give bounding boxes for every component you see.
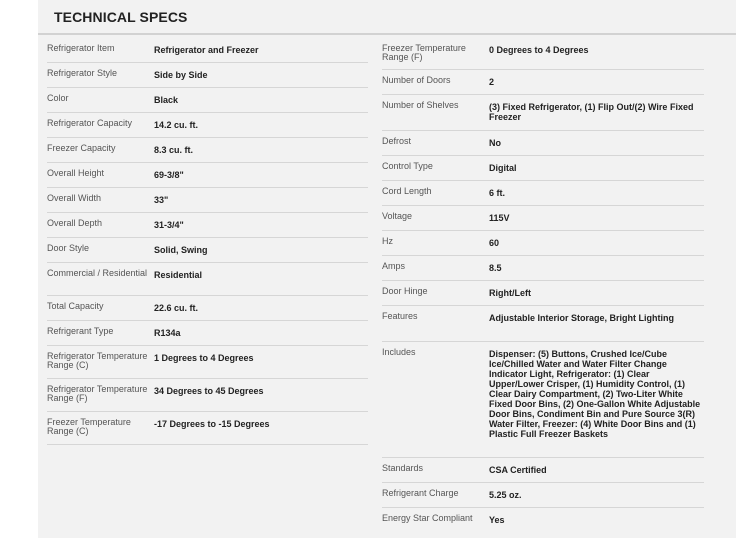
spec-value: Adjustable Interior Storage, Bright Lighting	[489, 313, 675, 323]
spec-value: Black	[154, 95, 179, 105]
spec-value: 69-3/8"	[154, 170, 184, 180]
spec-row	[47, 346, 368, 379]
specs-column-right	[382, 38, 704, 533]
spec-row	[382, 483, 704, 508]
spec-label: Refrigerator Temperature Range (F)	[47, 384, 148, 403]
spec-value: 33"	[154, 195, 169, 205]
spec-value: Yes	[489, 515, 505, 525]
spec-row	[382, 38, 704, 70]
spec-label: Freezer Temperature Range (C)	[47, 417, 131, 436]
spec-label: Includes	[382, 347, 416, 357]
spec-value: 6 ft.	[489, 188, 506, 198]
spec-value: Residential	[154, 270, 203, 280]
spec-value: 22.6 cu. ft.	[154, 303, 199, 313]
section-title: TECHNICAL SPECS	[54, 9, 188, 25]
spec-label: Energy Star Compliant	[382, 513, 473, 523]
spec-row	[382, 281, 704, 306]
spec-value: 14.2 cu. ft.	[154, 120, 199, 130]
spec-label: Defrost	[382, 136, 412, 146]
spec-label: Door Style	[47, 243, 90, 253]
spec-label: Color	[47, 93, 69, 103]
specs-column-left	[47, 38, 368, 445]
spec-value: -17 Degrees to -15 Degrees	[154, 419, 270, 429]
spec-row	[382, 131, 704, 156]
spec-value: Solid, Swing	[154, 245, 208, 255]
spec-row	[47, 138, 368, 163]
spec-value: 0 Degrees to 4 Degrees	[489, 45, 589, 55]
spec-label: Overall Width	[47, 193, 102, 203]
spec-row	[382, 306, 704, 342]
spec-label: Overall Height	[47, 168, 105, 178]
spec-label: Commercial / Residential	[47, 268, 148, 278]
spec-row	[382, 231, 704, 256]
spec-label: Refrigerator Style	[47, 68, 118, 78]
spec-label: Control Type	[382, 161, 433, 171]
title-divider	[38, 33, 736, 35]
spec-label: Voltage	[382, 211, 413, 221]
spec-row	[47, 88, 368, 113]
spec-value: 5.25 oz.	[489, 490, 522, 500]
spec-value: 60	[489, 238, 500, 248]
spec-label: Refrigerant Charge	[382, 488, 459, 498]
spec-value: 31-3/4"	[154, 220, 184, 230]
spec-row	[47, 213, 368, 238]
spec-row	[382, 342, 704, 458]
spec-label: Number of Doors	[382, 75, 451, 85]
spec-row	[382, 181, 704, 206]
spec-row	[47, 321, 368, 346]
spec-row	[382, 206, 704, 231]
spec-value: 8.3 cu. ft.	[154, 145, 194, 155]
spec-value: (3) Fixed Refrigerator, (1) Flip Out/(2) Wire Fixed Freezer	[489, 102, 694, 122]
spec-value: 115V	[489, 213, 510, 223]
spec-label: Amps	[382, 261, 406, 271]
spec-row	[382, 256, 704, 281]
spec-label: Freezer Capacity	[47, 143, 116, 153]
spec-row	[47, 63, 368, 88]
spec-row	[382, 70, 704, 95]
spec-value: No	[489, 138, 501, 148]
spec-row	[47, 38, 368, 63]
spec-label: Standards	[382, 463, 424, 473]
spec-value: Dispenser: (5) Buttons, Crushed Ice/Cube Ice/Chilled Water and Water Filter Change Indicator Light, Refrigerator: (1) Clear Upper/Lower Crisper, (1) Humidity Control, (1) Clear Dairy Compartment, (2) Two-Liter White Fixed Door Bins, (2) One-Gallon White Adjustable Door Bins, Condiment Bin and Pure Source 3(R) Water Filter, Freezer: (4) White Door Bins and (1) Plastic Full Freezer Baskets	[489, 349, 701, 439]
spec-row	[47, 163, 368, 188]
spec-label: Number of Shelves	[382, 100, 459, 110]
spec-row	[382, 458, 704, 483]
spec-label: Refrigerator Item	[47, 43, 115, 53]
spec-row	[47, 188, 368, 213]
spec-value: R134a	[154, 328, 181, 338]
spec-value: Digital	[489, 163, 517, 173]
spec-row	[47, 412, 368, 445]
spec-row	[47, 238, 368, 263]
spec-label: Total Capacity	[47, 301, 104, 311]
spec-label: Hz	[382, 236, 393, 246]
spec-value: Refrigerator and Freezer	[154, 45, 259, 55]
spec-value: 1 Degrees to 4 Degrees	[154, 353, 254, 363]
spec-label: Door Hinge	[382, 286, 428, 296]
spec-row	[382, 95, 704, 131]
spec-label: Cord Length	[382, 186, 432, 196]
spec-label: Features	[382, 311, 418, 321]
spec-label: Refrigerator Capacity	[47, 118, 133, 128]
spec-value: CSA Certified	[489, 465, 547, 475]
spec-label: Freezer Temperature Range (F)	[382, 43, 466, 62]
spec-row	[382, 156, 704, 181]
spec-row	[47, 296, 368, 321]
spec-row	[47, 379, 368, 412]
spec-row	[47, 113, 368, 138]
spec-value: 34 Degrees to 45 Degrees	[154, 386, 264, 396]
spec-value: 8.5	[489, 263, 502, 273]
spec-label: Refrigerator Temperature Range (C)	[47, 351, 148, 370]
spec-label: Overall Depth	[47, 218, 103, 228]
spec-label: Refrigerant Type	[47, 326, 114, 336]
spec-value: 2	[489, 77, 495, 87]
spec-value: Side by Side	[154, 70, 208, 80]
technical-specs-panel	[38, 0, 736, 538]
spec-row	[382, 508, 704, 533]
spec-value: Right/Left	[489, 288, 531, 298]
spec-row	[47, 263, 368, 296]
